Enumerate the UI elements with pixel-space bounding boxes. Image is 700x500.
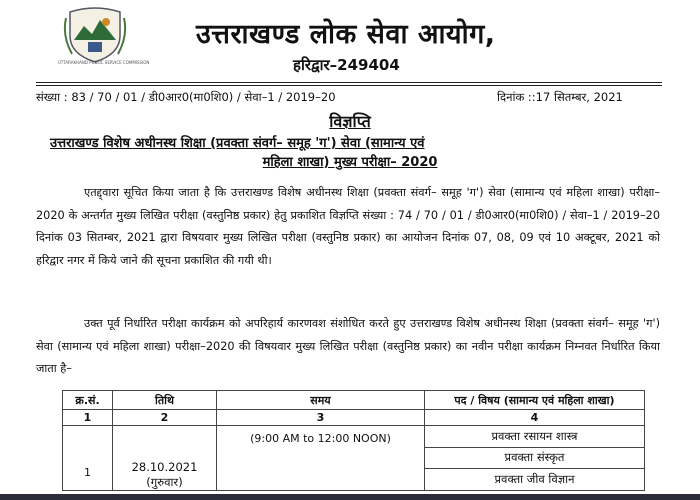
header-time: समय [217, 391, 425, 410]
exam-day: (गुरुवार) [146, 475, 183, 489]
row-date [113, 426, 217, 491]
commission-emblem-icon [62, 6, 128, 64]
logo-caption: UTTARAKHAND PUBLIC SERVICE COMMISSION [58, 60, 150, 65]
column-number: 4 [425, 410, 645, 426]
row-time: (9:00 AM to 12:00 NOON) [217, 426, 425, 491]
notice-subject [50, 134, 650, 172]
header-serial: क्र.सं. [63, 391, 113, 410]
header-post-subject: पद / विषय (सामान्य एवं महिला शाखा) [425, 391, 645, 410]
header-date: तिथि [113, 391, 217, 410]
notice-title: विज्ञप्ति [329, 112, 371, 131]
notice-date: दिनांक ::17 सितम्बर, 2021 [497, 90, 623, 104]
window-bottom-bar [0, 494, 700, 500]
subject-line-1: उत्तराखण्ड विशेष अधीनस्थ शिक्षा (प्रवक्ता संवर्ग– समूह 'ग') सेवा (सामान्य एवं [50, 136, 425, 151]
header-divider [36, 82, 662, 83]
subject-line-2: महिला शाखा) मुख्य परीक्षा– 2020 [262, 155, 438, 170]
subject-cell: प्रवक्ता रसायन शास्त्र [425, 426, 645, 448]
column-number: 1 [63, 410, 113, 426]
column-number: 2 [113, 410, 217, 426]
column-number: 3 [217, 410, 425, 426]
exam-date: 28.10.2021 [131, 460, 198, 474]
reference-number: संख्या : 83 / 70 / 01 / डी0आर0(मा0शि0) / सेवा–1 / 2019–20 [36, 90, 336, 104]
exam-schedule-table [62, 390, 645, 491]
paragraph-1 [36, 182, 660, 272]
row-serial: 1 [63, 426, 113, 491]
paragraph-2-text: उक्त पूर्व निर्धारित परीक्षा कार्यक्रम को अपरिहार्य कारणवश संशोधित करते हुए उत्तराखण्ड विशेष अधीनस्थ शिक्षा (प्रवक्ता संवर्ग– समूह 'ग') सेवा (सामान्य एवं महिला शाखा) परीक्षा–2020 की विषयवार मुख्य लिखित परीक्षा (वस्तुनिष्ठ प्रकार) का नवीन परीक्षा कार्यक्रम निम्नवत निर्धारित किया जाता है– [36, 317, 660, 375]
organisation-name: उत्तराखण्ड लोक सेवा आयोग, [196, 19, 496, 50]
organisation-address: हरिद्वार–249404 [293, 56, 400, 74]
header-divider-double [36, 85, 662, 86]
subject-cell: प्रवक्ता संस्कृत [425, 447, 645, 469]
paragraph-1-text: एतद्द्वारा सूचित किया जाता है कि उत्तराखण्ड विशेष अधीनस्थ शिक्षा (प्रवक्ता संवर्ग– समूह 'ग') सेवा (सामान्य एवं महिला शाखा) परीक्षा–2020 के अन्तर्गत मुख्य लिखित परीक्षा (वस्तुनिष्ठ प्रकार) हेतु प्रकाशित विज्ञप्ति संख्या : 74 / 70 / 01 / डी0आर0(मा0शि0) / सेवा–1 / 2019–20 दिनांक 03 सितम्बर, 2021 द्वारा विषयवार मुख्य लिखित परीक्षा (वस्तुनिष्ठ प्रकार) का आयोजन दिनांक 07, 08, 09 एवं 10 अक्टूबर, 2021 को हरिद्वार नगर में किये जाने की सूचना प्रकाशित की गयी थी। [36, 186, 661, 267]
subject-cell: प्रवक्ता जीव विज्ञान [425, 469, 645, 491]
paragraph-2 [36, 313, 660, 381]
